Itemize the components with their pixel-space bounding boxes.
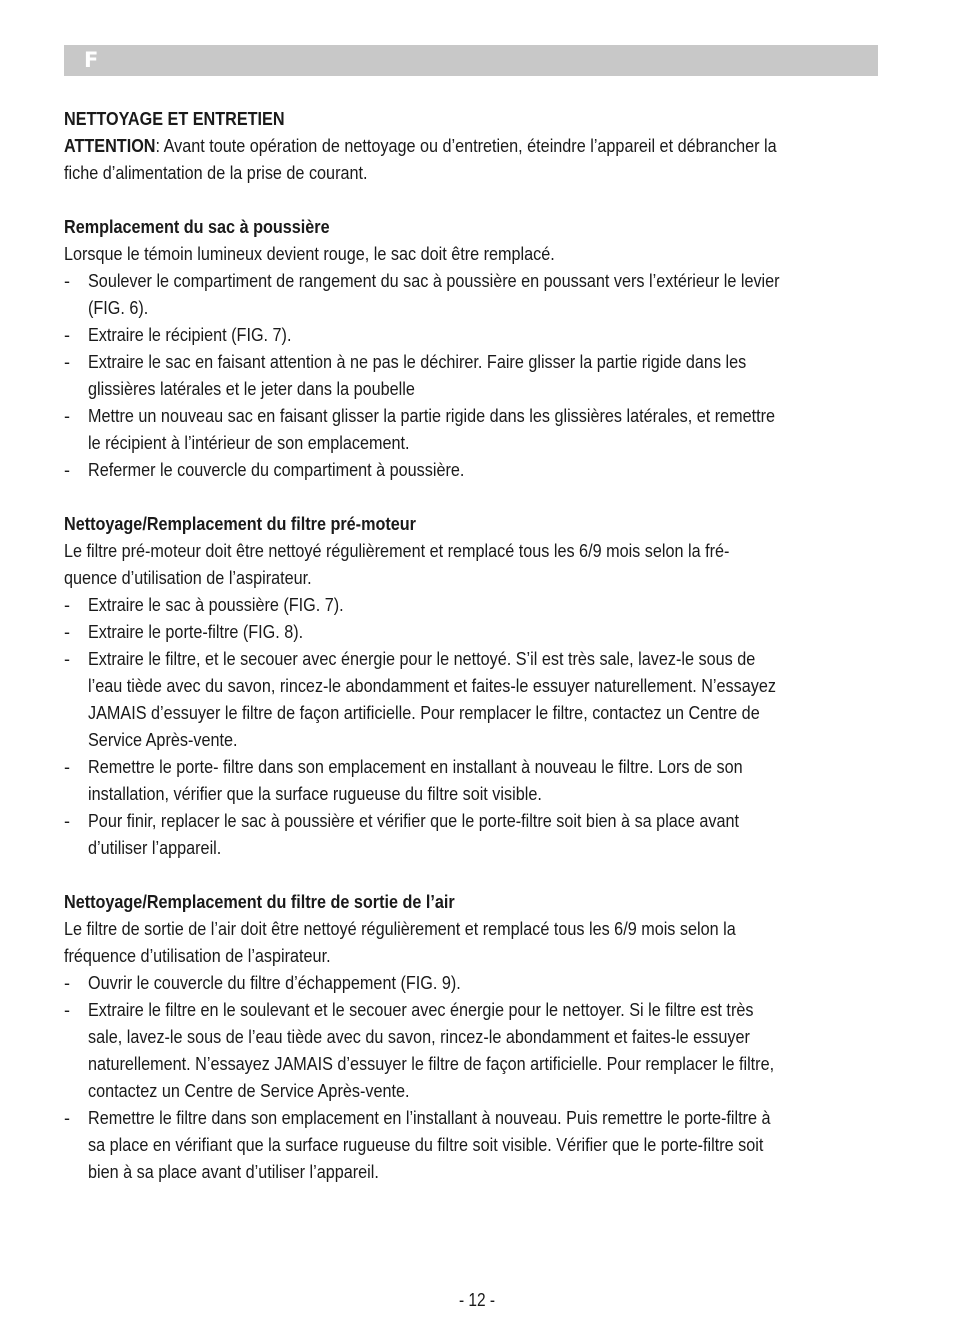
list-item [64, 754, 878, 808]
list-item [64, 322, 878, 349]
list-item-text: bien à sa place avant d’utiliser l’appareil. [88, 1162, 379, 1182]
list-item-text: Extraire le récipient (FIG. 7). [88, 325, 292, 345]
section-intro-cont: quence d’utilisation de l’aspirateur. [64, 568, 312, 588]
bullet-dash: - [64, 595, 70, 615]
section-title: Nettoyage/Remplacement du filtre pré-moteur [64, 514, 416, 534]
list-item-text: Remettre le filtre dans son emplacement en l’installant à nouveau. Puis remettre le porte-filtre à [88, 1108, 771, 1128]
list-item-text: Extraire le filtre, et le secouer avec énergie pour le nettoyé. S’il est très sale, lavez-le sous de [88, 649, 756, 669]
bullet-dash: - [64, 1108, 70, 1128]
instruction-list [64, 268, 878, 484]
list-item-text: sale, lavez-le sous de l’eau tiède avec du savon, rincez-le abondamment et faites-le essuyer [88, 1027, 750, 1047]
list-item-text: Service Après-vente. [88, 730, 238, 750]
bullet-dash: - [64, 352, 70, 372]
list-item-text: Pour finir, replacer le sac à poussière et vérifier que le porte-filtre soit bien à sa place avant [88, 811, 740, 831]
bullet-dash: - [64, 811, 70, 831]
language-code: F [84, 48, 99, 72]
list-item [64, 403, 878, 457]
bullet-dash: - [64, 973, 70, 993]
list-item-text: installation, vérifier que la surface rugueuse du filtre soit visible. [88, 784, 542, 804]
section-title: Remplacement du sac à poussière [64, 217, 330, 237]
list-item-text: JAMAIS d’essuyer le filtre de façon artificielle. Pour remplacer le filtre, contactez un Centre de [88, 703, 760, 723]
list-item-text: naturellement. N’essayez JAMAIS d’essuyer le filtre de façon artificielle. Pour remplacer le filtre, [88, 1054, 775, 1074]
section-intro: Le filtre pré-moteur doit être nettoyé régulièrement et remplacé tous les 6/9 mois selon la fré- [64, 541, 730, 561]
list-item [64, 619, 878, 646]
section-intro: Lorsque le témoin lumineux devient rouge, le sac doit être remplacé. [64, 244, 555, 264]
list-item-text: d’utiliser l’appareil. [88, 838, 222, 858]
section-title: Nettoyage/Remplacement du filtre de sortie de l’air [64, 892, 455, 912]
bullet-dash: - [64, 757, 70, 777]
document-body [64, 106, 878, 1213]
section-intro: Le filtre de sortie de l’air doit être nettoyé régulièrement et remplacé tous les 6/9 mois selon la [64, 919, 736, 939]
list-item-text: Mettre un nouveau sac en faisant glisser la partie rigide dans les glissières latérales, et remettre [88, 406, 776, 426]
list-item-text: Ouvrir le couvercle du filtre d’échappement (FIG. 9). [88, 973, 461, 993]
bullet-dash: - [64, 325, 70, 345]
language-header-bar [64, 45, 878, 76]
bullet-dash: - [64, 460, 70, 480]
list-item-text: glissières latérales et le jeter dans la poubelle [88, 379, 415, 399]
list-item-text: Remettre le porte- filtre dans son emplacement en installant à nouveau le filtre. Lors de son [88, 757, 743, 777]
list-item [64, 1105, 878, 1186]
bullet-dash: - [64, 622, 70, 642]
attention-label: ATTENTION [64, 136, 156, 156]
attention-text: : Avant toute opération de nettoyage ou d’entretien, éteindre l’appareil et débrancher la [155, 136, 777, 156]
list-item-text: l’eau tiède avec du savon, rincez-le abondamment et faites-le essuyer naturellement. N’essayez [88, 676, 776, 696]
page-number: - 12 - [458, 1290, 496, 1310]
list-item-text: (FIG. 6). [88, 298, 149, 318]
list-item [64, 457, 878, 484]
list-item [64, 349, 878, 403]
list-item-text: Extraire le sac à poussière (FIG. 7). [88, 595, 344, 615]
list-item [64, 646, 878, 754]
instruction-list [64, 970, 878, 1186]
section-intro-cont: fréquence d’utilisation de l’aspirateur. [64, 946, 331, 966]
section-exhaust-filter [64, 889, 878, 1186]
bullet-dash: - [64, 406, 70, 426]
list-item [64, 970, 878, 997]
list-item [64, 808, 878, 862]
list-item [64, 592, 878, 619]
list-item-text: le récipient à l’intérieur de son emplacement. [88, 433, 410, 453]
instruction-list [64, 592, 878, 862]
section-title: NETTOYAGE ET ENTRETIEN [64, 109, 285, 129]
list-item-text: Soulever le compartiment de rangement du sac à poussière en poussant vers l’extérieur le levier [88, 271, 780, 291]
list-item-text: contactez un Centre de Service Après-vente. [88, 1081, 410, 1101]
list-item [64, 997, 878, 1105]
attention-text-cont: fiche d’alimentation de la prise de courant. [64, 163, 368, 183]
section-premotor-filter [64, 511, 878, 862]
list-item-text: sa place en vérifiant que la surface rugueuse du filtre soit visible. Vérifier que le porte-filtre soit [88, 1135, 764, 1155]
section-cleaning-maintenance [64, 106, 878, 187]
bullet-dash: - [64, 649, 70, 669]
list-item-text: Extraire le filtre en le soulevant et le secouer avec énergie pour le nettoyer. Si le filtre est très [88, 1000, 754, 1020]
bullet-dash: - [64, 1000, 70, 1020]
bullet-dash: - [64, 271, 70, 291]
list-item-text: Refermer le couvercle du compartiment à poussière. [88, 460, 465, 480]
list-item [64, 268, 878, 322]
list-item-text: Extraire le porte-filtre (FIG. 8). [88, 622, 304, 642]
section-dust-bag [64, 214, 878, 484]
list-item-text: Extraire le sac en faisant attention à ne pas le déchirer. Faire glisser la partie rigide dans les [88, 352, 747, 372]
